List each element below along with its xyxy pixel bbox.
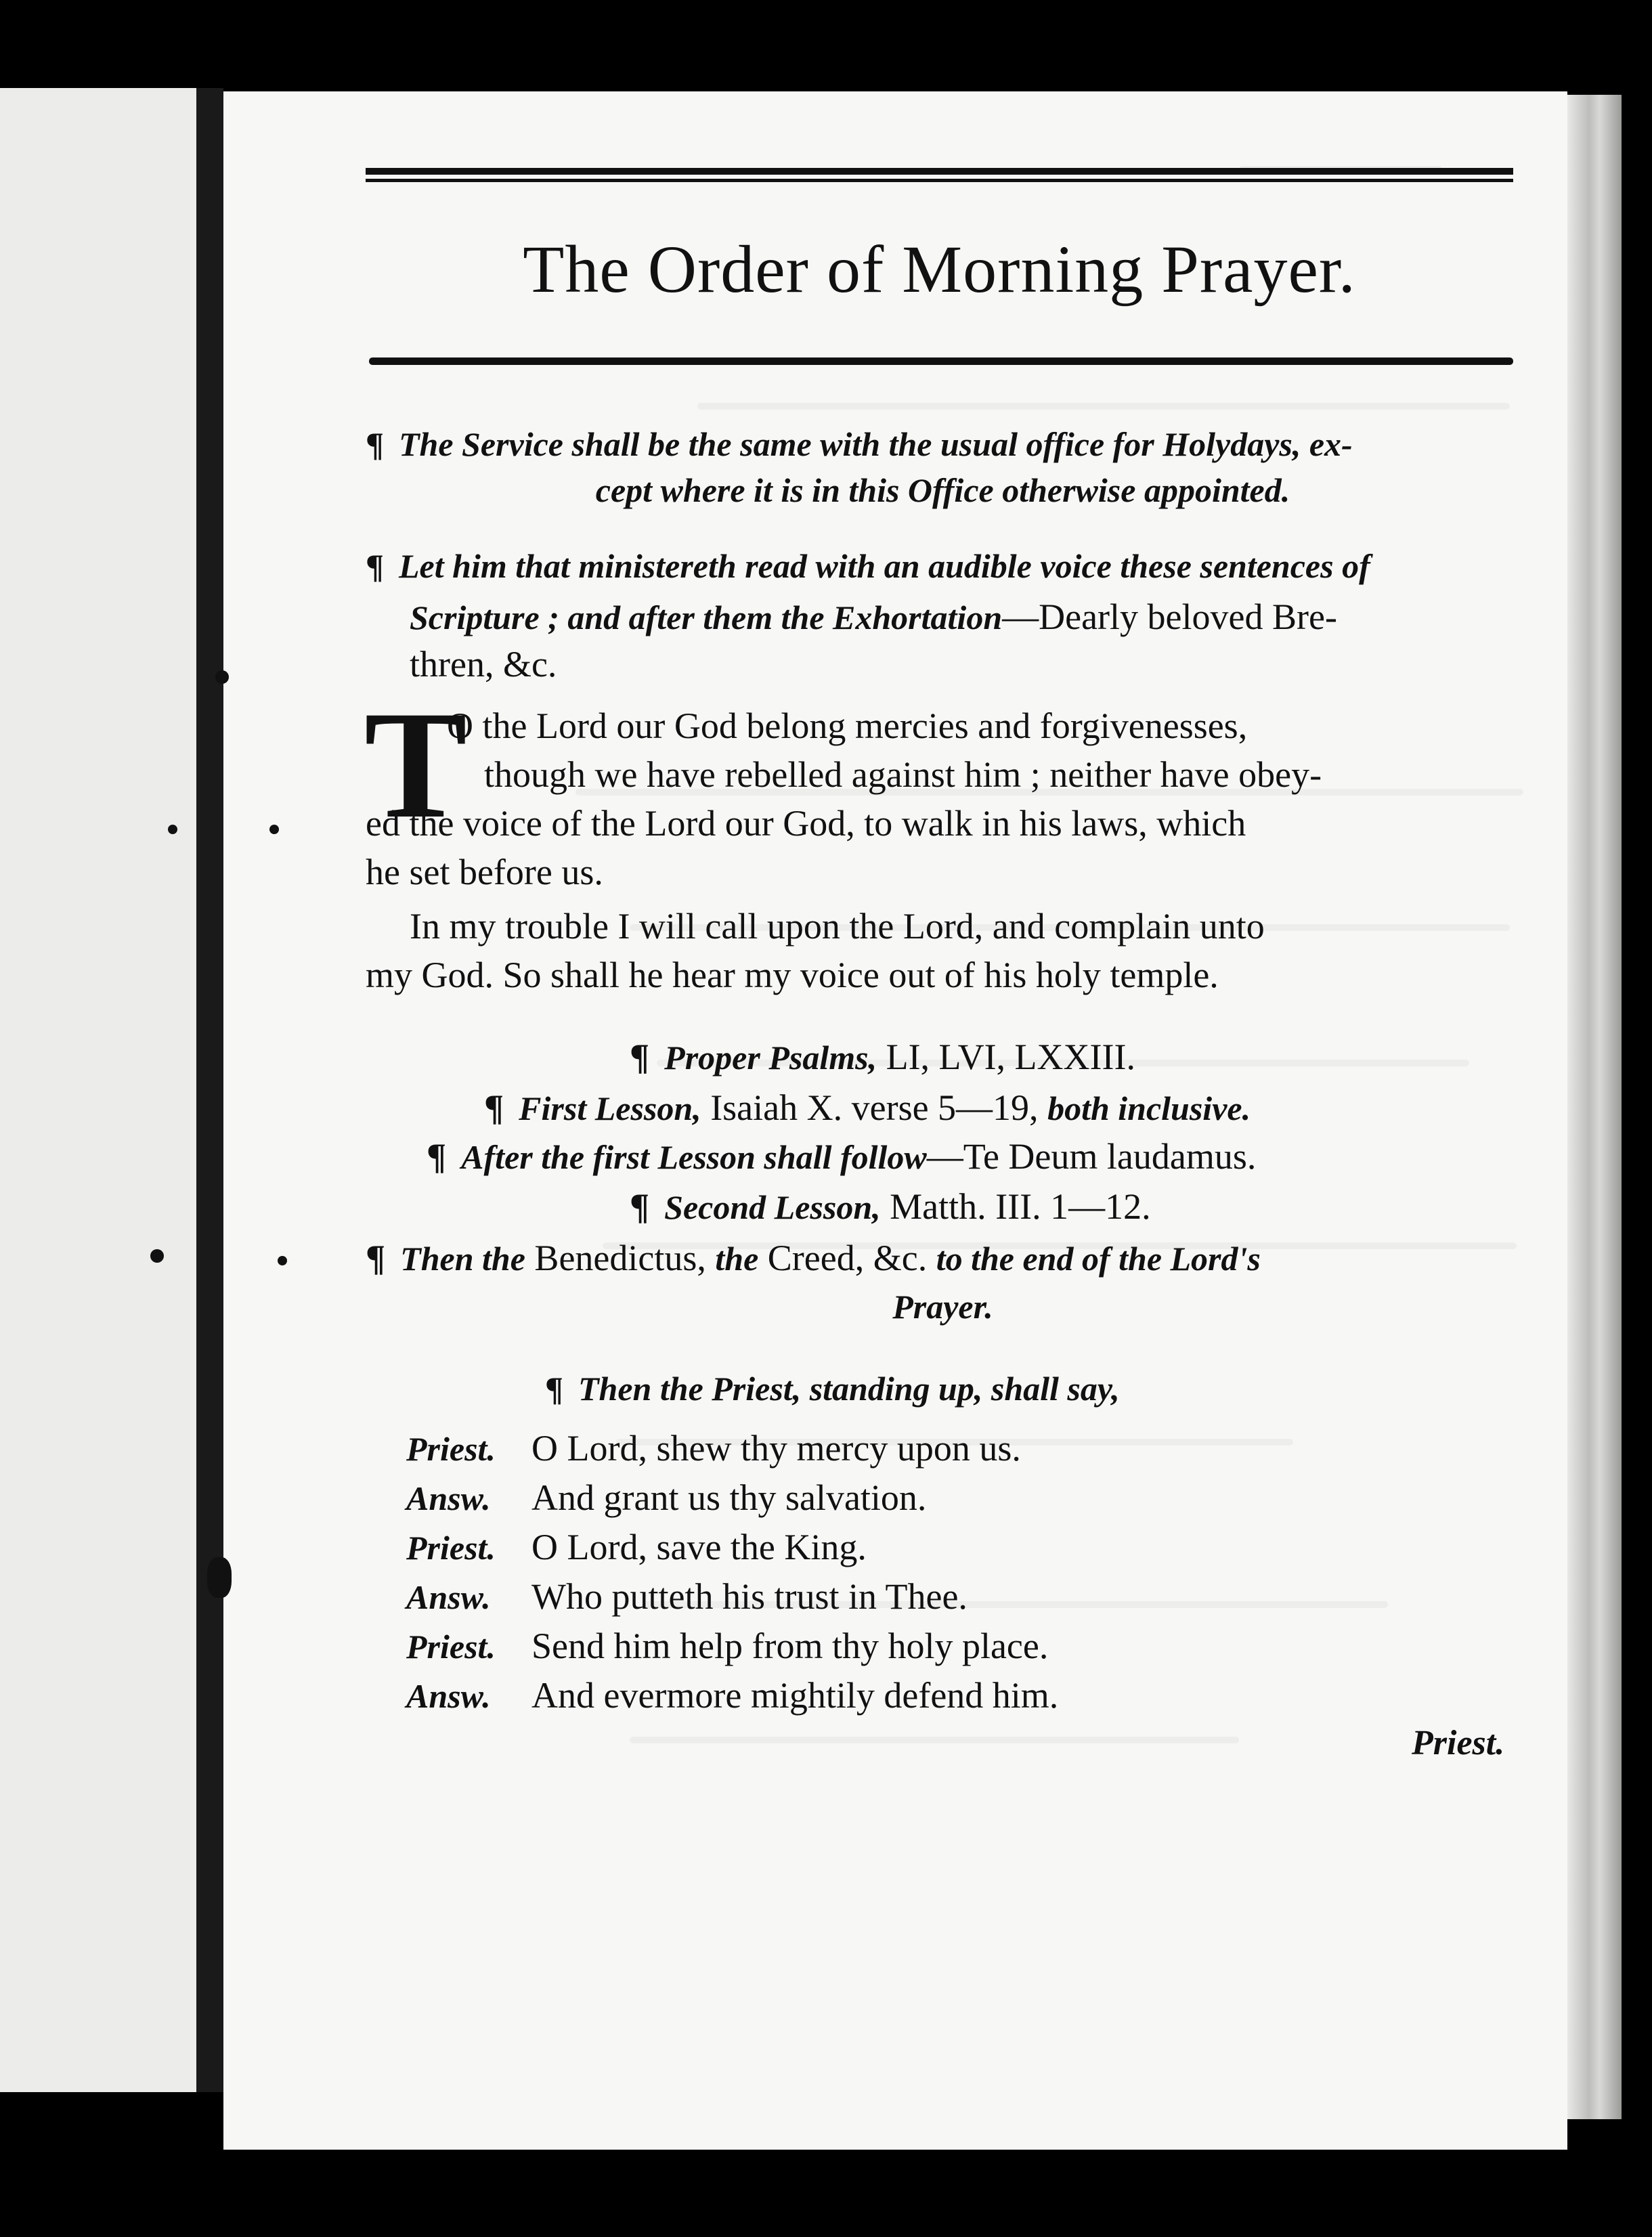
margin-mark bbox=[207, 1557, 232, 1598]
sentence-1-line-4: he set before us. bbox=[366, 852, 603, 892]
sentence-1-line-1: O the Lord our God belong mercies and forgivenesses, bbox=[447, 705, 1248, 746]
pilcrow-icon: ¶ bbox=[366, 1238, 386, 1278]
rubric-service-line-1: ¶ The Service shall be the same with the usual office for Holydays, ex- bbox=[366, 420, 1520, 469]
rubric-service-line-2: cept where it is in this Office otherwise appointed. bbox=[595, 471, 1290, 509]
pilcrow-icon: ¶ bbox=[484, 1087, 504, 1128]
versicle-row: Answ. Who putteth his trust in Thee. bbox=[406, 1576, 968, 1617]
margin-mark bbox=[168, 825, 177, 834]
direction-benedictus-line-2: Prayer. bbox=[892, 1288, 993, 1326]
book-gutter bbox=[196, 88, 223, 2092]
rubric-minister-line-3: thren, &c. bbox=[410, 644, 557, 685]
rubric-minister-line-1: ¶ Let him that ministereth read with an audible voice these sentences of bbox=[366, 542, 1520, 590]
sentence-1-line-2: though we have rebelled against him ; neither have obey- bbox=[484, 754, 1322, 795]
pilcrow-icon: ¶ bbox=[427, 1136, 447, 1177]
pilcrow-icon: ¶ bbox=[545, 1370, 564, 1408]
direction-te-deum: ¶ After the first Lesson shall follow—Te Deum laudamus. bbox=[427, 1132, 1581, 1181]
rubric-priest-standing: ¶ Then the Priest, standing up, shall say, bbox=[545, 1364, 1652, 1413]
sentence-1-line-3: ed the voice of the Lord our God, to walk in his laws, which bbox=[366, 803, 1246, 844]
sentence-2-line-1: In my trouble I will call upon the Lord, and complain unto bbox=[410, 906, 1265, 947]
margin-mark bbox=[150, 1249, 164, 1263]
title-rule bbox=[369, 357, 1513, 365]
page-title: The Order of Morning Prayer. bbox=[523, 232, 1356, 307]
direction-first-lesson: ¶ First Lesson, Isaiah X. verse 5—19, both inclusive. bbox=[484, 1083, 1638, 1133]
pilcrow-icon: ¶ bbox=[630, 1186, 650, 1227]
sentence-2-line-2: my God. So shall he hear my voice out of his holy temple. bbox=[366, 955, 1219, 995]
drop-cap: T bbox=[364, 680, 468, 850]
margin-mark bbox=[278, 1256, 287, 1265]
direction-benedictus-line-1: ¶ Then the Benedictus, the Creed, &c. to the end of the Lord's bbox=[366, 1234, 1520, 1283]
direction-proper-psalms: ¶ Proper Psalms, LI, LVI, LXXIII. bbox=[630, 1033, 1652, 1082]
versicle-row: Answ. And evermore mightily defend him. bbox=[406, 1675, 1059, 1716]
pilcrow-icon: ¶ bbox=[366, 425, 385, 463]
top-double-rule bbox=[366, 168, 1513, 184]
versicle-row: Priest. O Lord, shew thy mercy upon us. bbox=[406, 1428, 1021, 1469]
rubric-minister-line-2: Scripture ; and after them the Exhortation—Dearly beloved Bre- bbox=[410, 596, 1337, 637]
left-page-edge bbox=[0, 88, 196, 2092]
pilcrow-icon: ¶ bbox=[366, 547, 385, 585]
versicle-row: Priest. Send him help from thy holy place. bbox=[406, 1626, 1049, 1666]
versicle-row: Priest. O Lord, save the King. bbox=[406, 1527, 867, 1567]
catchword: Priest. bbox=[1412, 1724, 1505, 1762]
direction-second-lesson: ¶ Second Lesson, Matth. III. 1—12. bbox=[630, 1182, 1652, 1232]
margin-mark bbox=[269, 825, 279, 834]
pilcrow-icon: ¶ bbox=[630, 1037, 650, 1077]
versicle-row: Answ. And grant us thy salvation. bbox=[406, 1477, 927, 1518]
margin-mark bbox=[215, 670, 229, 684]
